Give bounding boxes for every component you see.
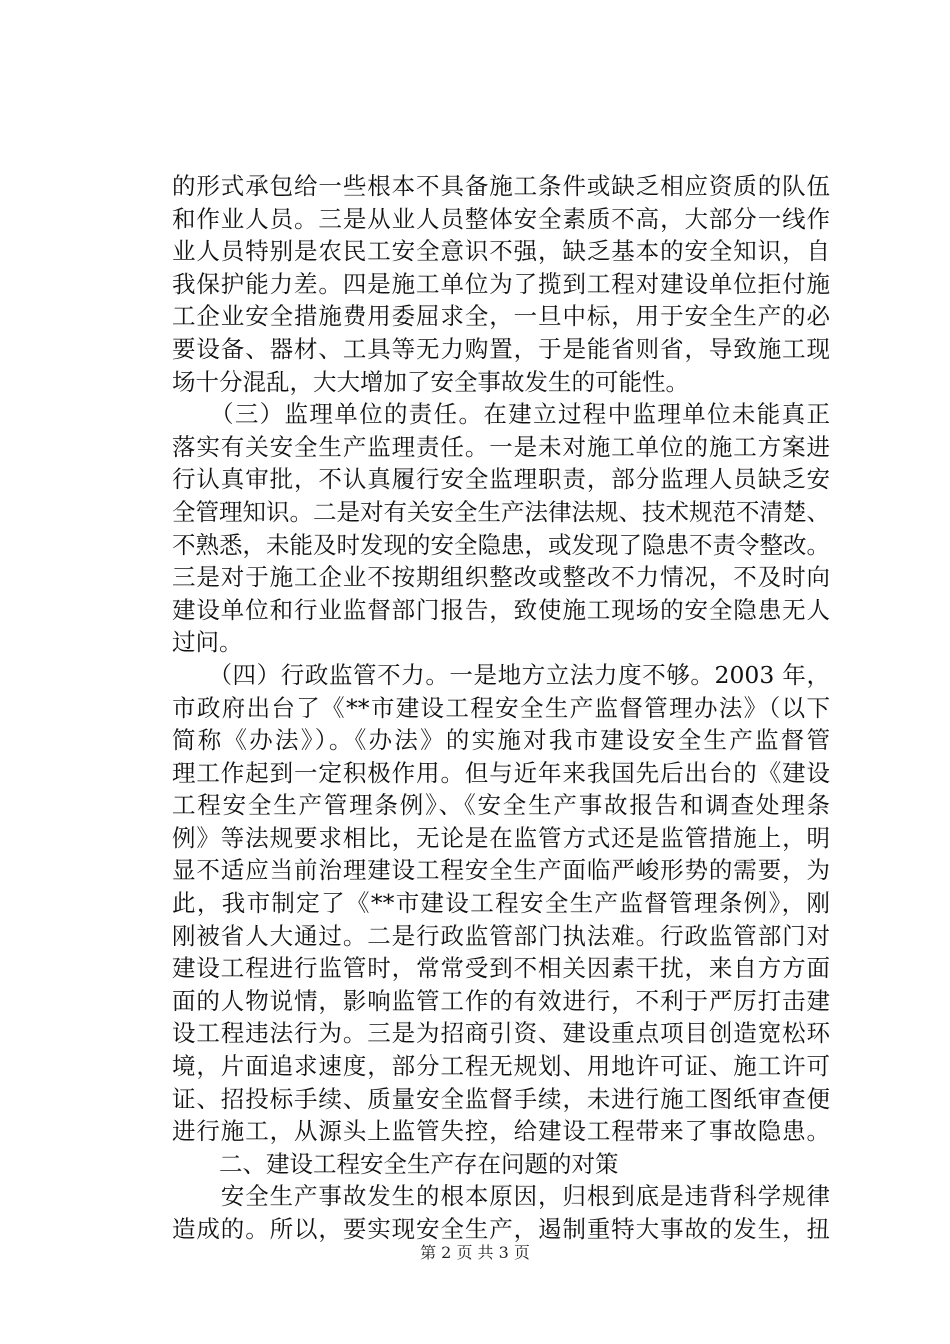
text-line: 例》等法规要求相比，无论是在监管方式还是监管措施上，明 (172, 823, 830, 852)
text-line: （四）行政监管不力。一是地方立法力度不够。2003 年， (172, 660, 830, 689)
text-line: 过问。 (172, 628, 243, 657)
text-line: 建设单位和行业监督部门报告，致使施工现场的安全隐患无人 (172, 595, 830, 624)
text-line: 刚被省人大通过。二是行政监管部门执法难。行政监管部门对 (172, 921, 830, 950)
text-line: 理工作起到一定积极作用。但与近年来我国先后出台的《建设 (172, 758, 830, 787)
text-line: 和作业人员。三是从业人员整体安全素质不高，大部分一线作 (172, 204, 830, 233)
page-footer: 第 2 页 共 3 页 (420, 1243, 530, 1262)
text-line: 境，片面追求速度，部分工程无规划、用地许可证、施工许可 (172, 1052, 830, 1081)
text-line: 显不适应当前治理建设工程安全生产面临严峻形势的需要，为 (172, 856, 830, 885)
text-line: 造成的。所以，要实现安全生产，遏制重特大事故的发生，扭 (172, 1215, 830, 1243)
text-line: 全管理知识。二是对有关安全生产法律法规、技术规范不清楚、 (172, 497, 830, 526)
text-line: 安全生产事故发生的根本原因，归根到底是违背科学规律 (172, 1182, 830, 1211)
text-line: 我保护能力差。四是施工单位为了揽到工程对建设单位拒付施 (172, 269, 830, 298)
text-line: 简称《办法》）。《办法》的实施对我市建设安全生产监督管 (172, 726, 830, 755)
text-line: 证、招投标手续、质量安全监督手续，未进行施工图纸审查便 (172, 1084, 830, 1113)
document-body (172, 170, 830, 1246)
text-line: 工程安全生产管理条例》、《安全生产事故报告和调查处理条 (172, 791, 830, 820)
text-line: 建设工程进行监管时，常常受到不相关因素干扰，来自方方面 (172, 954, 830, 983)
text-line: 落实有关安全生产监理责任。一是未对施工单位的施工方案进 (172, 432, 830, 461)
text-line: 三是对于施工企业不按期组织整改或整改不力情况，不及时向 (172, 563, 830, 592)
text-line: （三）监理单位的责任。在建立过程中监理单位未能真正 (172, 400, 830, 429)
text-line: 的形式承包给一些根本不具备施工条件或缺乏相应资质的队伍 (172, 172, 830, 200)
text-line: 市政府出台了《**市建设工程安全生产监督管理办法》（以下 (172, 693, 830, 722)
text-line: 进行施工，从源头上监管失控，给建设工程带来了事故隐患。 (172, 1117, 830, 1146)
text-line: 要设备、器材、工具等无力购置，于是能省则省，导致施工现 (172, 334, 830, 363)
text-line: 面的人物说情，影响监管工作的有效进行，不利于严厉打击建 (172, 986, 830, 1015)
text-line: 此，我市制定了《**市建设工程安全生产监督管理条例》，刚 (172, 889, 830, 918)
text-line: 二、建设工程安全生产存在问题的对策 (172, 1149, 619, 1178)
text-line: 场十分混乱，大大增加了安全事故发生的可能性。 (172, 367, 689, 396)
text-line: 行认真审批，不认真履行安全监理职责，部分监理人员缺乏安 (172, 465, 830, 494)
text-line: 设工程违法行为。三是为招商引资、建设重点项目创造宽松环 (172, 1019, 830, 1048)
text-line: 业人员特别是农民工安全意识不强，缺乏基本的安全知识，自 (172, 237, 830, 266)
text-line: 不熟悉，未能及时发现的安全隐患，或发现了隐患不责令整改。 (172, 530, 830, 559)
text-line: 工企业安全措施费用委屈求全，一旦中标，用于安全生产的必 (172, 302, 830, 331)
